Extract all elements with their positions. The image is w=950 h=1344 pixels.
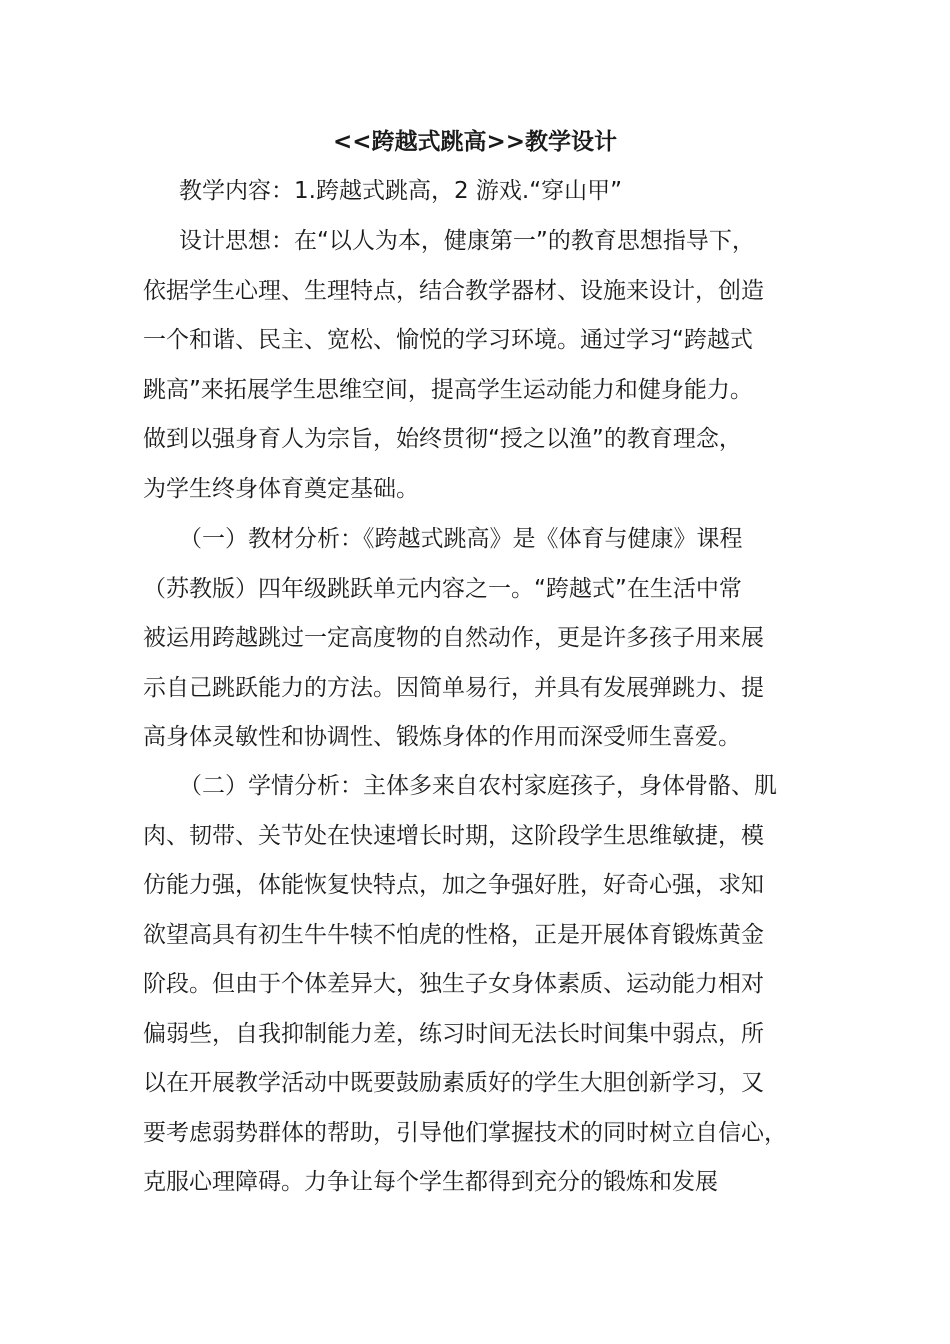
document-title: <<跨越式跳高>>教学设计	[332, 129, 618, 155]
paragraph-line: （一）教材分析：《跨越式跳高》是《体育与健康》课程	[179, 526, 743, 552]
paragraph-line: （二）学情分析：主体多来自农村家庭孩子，身体骨骼、肌	[179, 773, 777, 799]
paragraph-line: 被运用跨越跳过一定高度物的自然动作，更是许多孩子用来展	[143, 625, 764, 651]
paragraph-line: 偏弱些，自我抑制能力差，练习时间无法长时间集中弱点，所	[143, 1020, 764, 1047]
paragraph-line: 一个和谐、民主、宽松、愉悦的学习环境。通过学习“跨越式	[143, 327, 753, 353]
paragraph-line: 依据学生心理、生理特点，结合教学器材、设施来设计，创造	[143, 277, 764, 304]
teaching-content-paragraph	[143, 167, 819, 217]
textbook-analysis-paragraph	[143, 515, 819, 763]
paragraph-line: 克服心理障碍。力争让每个学生都得到充分的锻炼和发展	[143, 1169, 718, 1195]
design-thought-paragraph	[143, 217, 819, 514]
paragraph-line: 示自己跳跃能力的方法。因简单易行，并具有发展弹跳力、提	[143, 674, 764, 701]
paragraph-line: 高身体灵敏性和协调性、锻炼身体的作用而深受师生喜爱。	[143, 724, 741, 750]
paragraph-line: 肉、韧带、关节处在快速增长时期，这阶段学生思维敏捷，模	[143, 822, 764, 849]
paragraph-line: 仿能力强，体能恢复快特点，加之争强好胜，好奇心强，求知	[143, 872, 764, 898]
paragraph-line: 欲望高具有初生牛牛犊不怕虎的性格，正是开展体育锻炼黄金	[143, 921, 764, 948]
paragraph-line: 跳高”来拓展学生思维空间，提高学生运动能力和健身能力。	[143, 376, 753, 403]
paragraph-line: 要考虑弱势群体的帮助，引导他们掌握技术的同时树立自信心，	[143, 1119, 787, 1146]
paragraph-line: 为学生终身体育奠定基础。	[143, 475, 419, 502]
paragraph-line: 以在开展教学活动中既要鼓励素质好的学生大胆创新学习，又	[143, 1070, 764, 1096]
paragraph-line: （苏教版）四年级跳跃单元内容之一。“跨越式”在生活中常	[143, 575, 742, 602]
paragraph-line: 阶段。但由于个体差异大，独生子女身体素质、运动能力相对	[143, 971, 764, 997]
paragraph-line: 教学内容：1.跨越式跳高，2 游戏.“穿山甲”	[179, 178, 623, 204]
paragraph-line: 做到以强身育人为宗旨，始终贯彻“授之以渔”的教育理念，	[143, 426, 742, 452]
paragraph-line: 设计思想：在“以人为本，健康第一”的教育思想指导下，	[179, 228, 755, 254]
student-analysis-paragraph	[143, 762, 819, 1208]
